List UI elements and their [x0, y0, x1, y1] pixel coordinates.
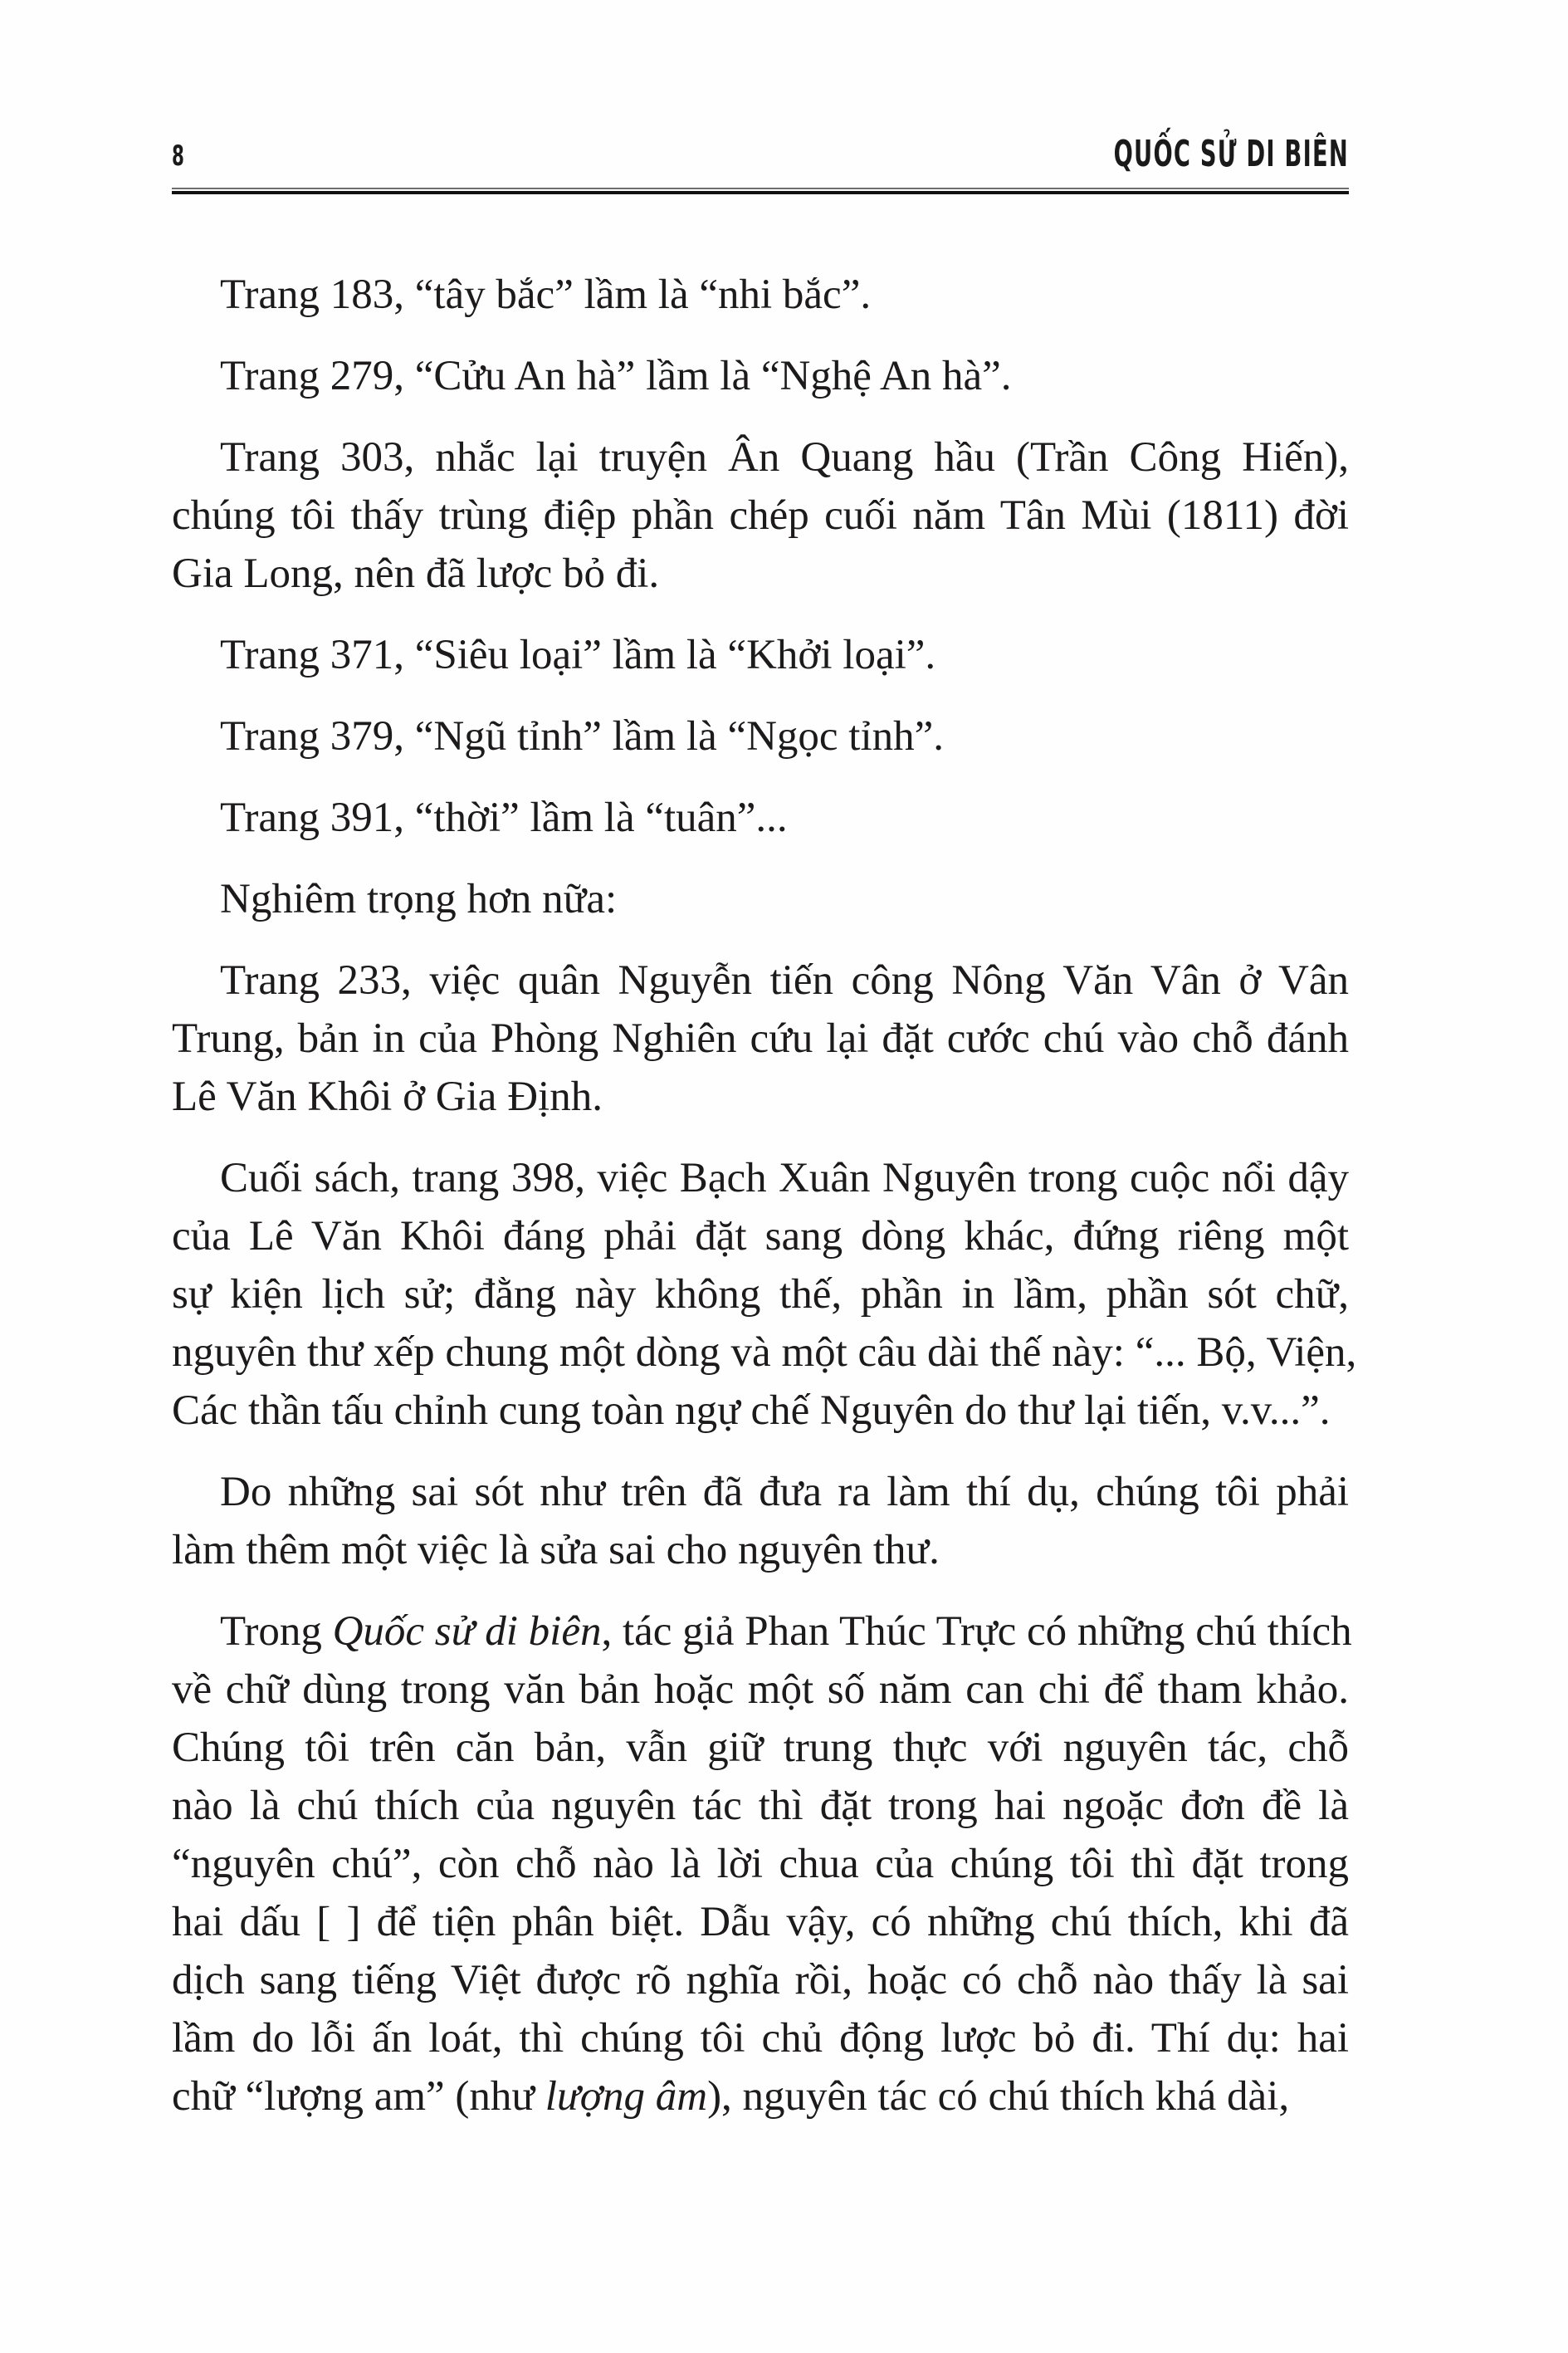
paragraph [172, 266, 1349, 324]
text-line: nào là chú thích của nguyên tác thì đặt trong hai ngoặc đơn đề là [172, 1783, 1349, 1829]
text-line: chúng tôi thấy trùng điệp phần chép cuối năm Tân Mùi (1811) đời [172, 492, 1349, 539]
text-line: lầm do lỗi ấn loát, thì chúng tôi chủ động lược bỏ đi. Thí dụ: hai [172, 2015, 1349, 2062]
running-title: QUỐC SỬ DI BIÊN [1113, 133, 1349, 175]
text-line: Trang 279, “Cửu An hà” lầm là “Nghệ An hà”. [220, 353, 1012, 399]
text-line: làm thêm một việc là sửa sai cho nguyên thư. [172, 1527, 940, 1573]
text-line: Chúng tôi trên căn bản, vẫn giữ trung thực với nguyên tác, chỗ [172, 1724, 1349, 1771]
text-line: Nghiêm trọng hơn nữa: [220, 876, 618, 922]
text-line: Trang 233, việc quân Nguyễn tiến công Nông Văn Vân ở Vân [220, 957, 1349, 1004]
text-line: Các thần tấu chỉnh cung toàn ngự chế Nguyên do thư lại tiến, v.v...”. [172, 1387, 1331, 1434]
text-line: dịch sang tiếng Việt được rõ nghĩa rồi, hoặc có chỗ nào thấy là sai [172, 1957, 1349, 2003]
text-run: , tác giả Phan Thúc Trực có những chú thích [601, 1608, 1352, 1655]
text-line: Do những sai sót như trên đã đưa ra làm thí dụ, chúng tôi phải [220, 1469, 1349, 1515]
text-line: Gia Long, nên đã lược bỏ đi. [172, 550, 660, 597]
paragraph [172, 707, 1349, 766]
text-run: chữ “lượng am” (như [172, 2073, 545, 2120]
paragraph [172, 951, 1349, 1126]
text-line: “nguyên chú”, còn chỗ nào là lời chua của chúng tôi thì đặt trong [172, 1841, 1349, 1887]
text-line: về chữ dùng trong văn bản hoặc một số năm can chi để tham khảo. [172, 1666, 1349, 1713]
paragraph [172, 789, 1349, 847]
paragraph [172, 1463, 1349, 1579]
text-line: của Lê Văn Khôi đáng phải đặt sang dòng khác, đứng riêng một [172, 1213, 1349, 1260]
text-line [172, 2067, 1349, 2126]
text-line: Trang 183, “tây bắc” lầm là “nhi bắc”. [220, 272, 872, 318]
text-run: ), nguyên tác có chú thích khá dài, [707, 2073, 1290, 2120]
text-line: Lê Văn Khôi ở Gia Định. [172, 1074, 603, 1120]
paragraph [172, 347, 1349, 405]
text-line: Trung, bản in của Phòng Nghiên cứu lại đặt cước chú vào chỗ đánh [172, 1015, 1349, 1062]
text-line: Cuối sách, trang 398, việc Bạch Xuân Nguyên trong cuộc nổi dậy [220, 1155, 1349, 1201]
text-line: sự kiện lịch sử; đằng này không thế, phần in lầm, phần sót chữ, [172, 1271, 1349, 1318]
header-rule [172, 188, 1349, 194]
text-line: hai dấu [ ] để tiện phân biệt. Dẫu vậy, có những chú thích, khi đã [172, 1899, 1349, 1945]
body-text [172, 266, 1357, 2149]
text-line [172, 1602, 1352, 1661]
paragraph [172, 1149, 1357, 1440]
paragraph [172, 626, 1349, 684]
paragraph [172, 870, 1349, 928]
paragraph [172, 1602, 1352, 2126]
running-header [172, 133, 1349, 183]
paragraph [172, 428, 1349, 603]
italic-title: lượng âm [545, 2073, 708, 2120]
header-rule-thick [172, 191, 1349, 194]
italic-title: Quốc sử di biên [332, 1608, 602, 1655]
text-line: nguyên thư xếp chung một dòng và một câu dài thế này: “... Bộ, Viện, [172, 1329, 1357, 1376]
text-line: Trang 371, “Siêu loại” lầm là “Khởi loại”. [220, 632, 936, 678]
text-run: Trong [220, 1608, 333, 1655]
page-number: 8 [172, 139, 184, 173]
text-line: Trang 303, nhắc lại truyện Ân Quang hầu (Trần Công Hiến), [220, 434, 1349, 481]
header-rule-thin [172, 188, 1349, 189]
text-line: Trang 391, “thời” lầm là “tuân”... [220, 795, 788, 841]
text-line: Trang 379, “Ngũ tỉnh” lầm là “Ngọc tỉnh”. [220, 713, 945, 760]
